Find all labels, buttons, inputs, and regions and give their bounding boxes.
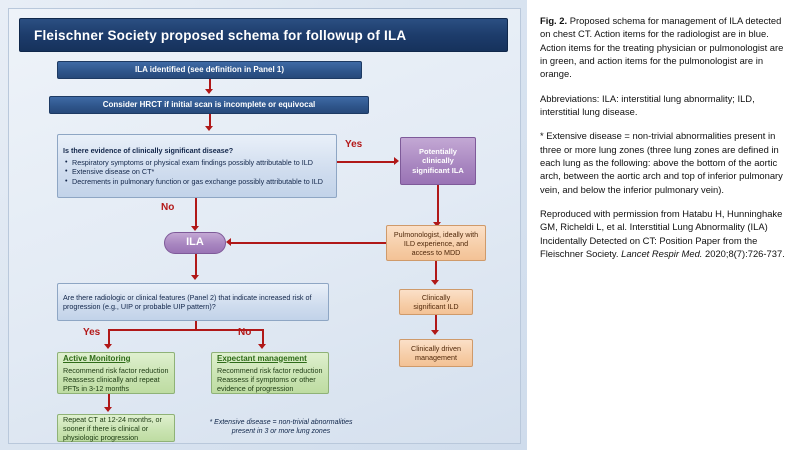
active-monitoring-line-1: Recommend risk factor reduction: [63, 365, 169, 375]
arrowhead-to-repeat-ct: [104, 407, 112, 412]
arrowhead-to-driven: [431, 330, 439, 335]
question1-bullets: [63, 157, 331, 186]
question1-bullet-1: • Respiratory symptoms or physical exam findings possibly attributable to ILD: [72, 158, 331, 167]
node-consider-hrct: Consider HRCT if initial scan is incomplete or equivocal: [49, 96, 369, 114]
label-yes-2: Yes: [83, 327, 101, 338]
arrowhead-q1-no: [191, 226, 199, 231]
connector-q2-stem: [195, 321, 197, 330]
caption-text-1: Proposed schema for management of ILA detected on chest CT. Action items for the radiologist are in blue. Action items for the treating physician or pulmonologist are in green, and action items for the pulmonologist are in orange.: [540, 15, 784, 80]
label-no-1: No: [161, 202, 175, 213]
connector-q2-yes: [108, 329, 110, 345]
node-ila: ILA: [164, 232, 226, 254]
citation-journal: Lancet Respir Med.: [621, 248, 703, 260]
node-pulmonologist: Pulmonologist, ideally with ILD experience, and access to MDD: [386, 225, 486, 261]
arrowhead-q2-no: [258, 344, 266, 349]
node-active-monitoring: [57, 352, 175, 394]
node-potentially-significant-ila: Potentially clinically significant ILA: [400, 137, 476, 185]
citation-post: 2020;8(7):726-737.: [702, 248, 785, 260]
node-question-risk-progression: Are there radiologic or clinical features (Panel 2) that indicate increased risk of progression (e.g., UIP or probable UIP pattern)?: [57, 283, 329, 321]
caption-paragraph-4: [540, 207, 786, 260]
connector-to-repeat-ct: [108, 394, 110, 408]
node-ila-identified: ILA identified (see definition in Panel 1): [57, 61, 362, 79]
node-expectant-management: [211, 352, 329, 394]
active-monitoring-heading: Active Monitoring: [63, 353, 131, 363]
diagram-title: Fleischner Society proposed schema for followup of ILA: [19, 18, 508, 52]
expectant-management-line-1: Recommend risk factor reduction: [217, 365, 323, 375]
diagram-footnote: * Extensive disease = non-trivial abnormalities present in 3 or more lung zones: [209, 419, 353, 436]
diagram-canvas: [8, 8, 521, 444]
question1-stem: Is there evidence of clinically significant disease?: [63, 146, 234, 155]
arrowhead-to-sig-ild: [431, 280, 439, 285]
connector-pulm-to-ila: [231, 242, 386, 244]
connector-q2-no: [262, 329, 264, 345]
caption-panel: [528, 0, 800, 450]
connector-q1-no: [195, 198, 197, 227]
connector-q1-yes: [337, 161, 395, 163]
arrowhead-pulm-to-ila: [226, 238, 231, 246]
node-clinically-driven-management: Clinically driven management: [399, 339, 473, 367]
node-question-clinically-significant: [57, 134, 337, 198]
figure-label: Fig. 2.: [540, 15, 568, 26]
arrowhead-to-hrct: [205, 89, 213, 94]
expectant-management-line-2: Reassess if symptoms or other evidence of progression: [217, 374, 316, 393]
connector-pulm-to-sig-ild: [435, 261, 437, 281]
caption-paragraph-3: * Extensive disease = non-trivial abnormalities present in three or more lung zones (three lung zones are defined in each lung as the following: above the bottom of the aortic arch, between the aortic arch and top of inferior pulmonary vein, and below the inferior pulmonary vein).: [540, 130, 783, 195]
connector-potential-to-pulm: [437, 185, 439, 223]
arrowhead-ila-to-q2: [191, 275, 199, 280]
label-no-2: No: [238, 327, 252, 338]
caption-paragraph-1: [540, 14, 786, 81]
arrowhead-q1-yes: [394, 157, 399, 165]
citation-pre: Reproduced with permission from Hatabu H, Hunninghake GM, Richeldi L, et al. Interstitial Lung Abnormality (ILA) Incidentally Detected on CT: Position Paper from the Fleischner Society.: [540, 208, 783, 260]
active-monitoring-line-2: Reassess clinically and repeat PFTs in 3-12 months: [63, 374, 160, 393]
expectant-management-heading: Expectant management: [217, 353, 307, 363]
node-clinically-significant-ild: Clinically significant ILD: [399, 289, 473, 315]
connector-ila-to-q2: [195, 254, 197, 276]
arrowhead-q2-yes: [104, 344, 112, 349]
label-yes-1: Yes: [345, 139, 363, 150]
caption-paragraph-2: Abbreviations: ILA: interstitial lung abnormality; ILD, interstitial lung disease.: [540, 92, 755, 118]
arrowhead-to-q1: [205, 126, 213, 131]
question1-bullet-2: • Extensive disease on CT*: [72, 167, 331, 176]
question1-bullet-3: • Decrements in pulmonary function or gas exchange possibly attributable to ILD: [72, 177, 331, 186]
connector-sig-ild-to-driven: [435, 315, 437, 331]
node-repeat-ct: Repeat CT at 12-24 months, or sooner if there is clinical or physiologic progression: [57, 414, 175, 442]
